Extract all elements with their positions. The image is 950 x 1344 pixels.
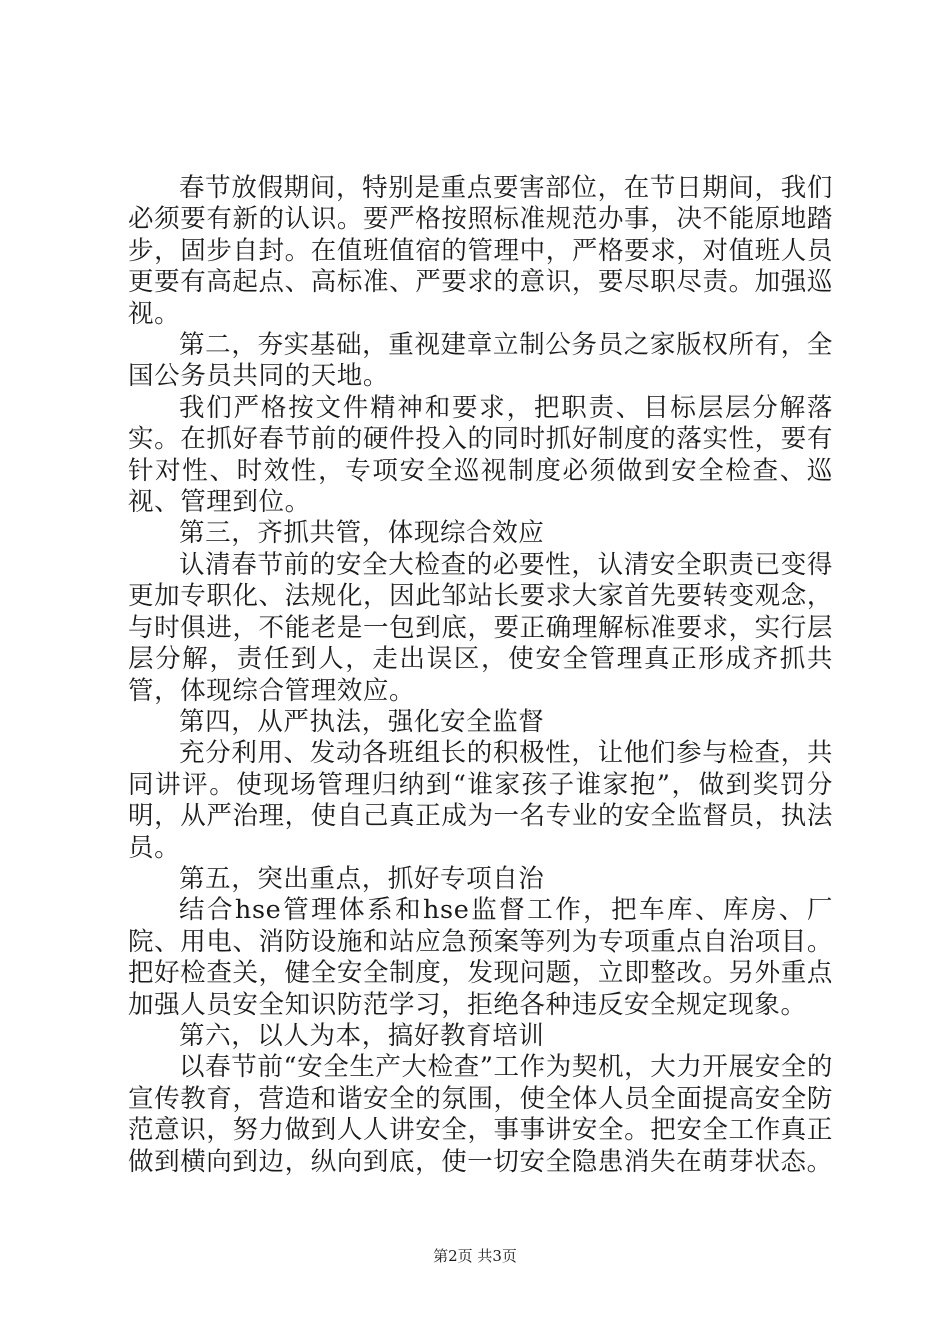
paragraph: 春节放假期间，特别是重点要害部位，在节日期间，我们必须要有新的认识。要严格按照标准规范办事，决不能原地踏步，固步自封。在值班值宿的管理中，严格要求，对值班人员更要有高起点、高标准、严要求的意识，要尽职尽责。加强巡视。 [128,173,833,329]
section-heading: 第五，突出重点，抓好专项自治 [179,863,545,894]
section-heading: 第六，以人为本，搞好教育培训 [179,1020,545,1051]
page-number-footer: 第2页 共3页 [433,1247,517,1265]
section-heading: 第四，从严执法，强化安全监督 [179,706,545,737]
paragraph: 认清春节前的安全大检查的必要性，认清安全职责已变得更加专职化、法规化，因此邹站长要求大家首先要转变观念，与时俱进，不能老是一包到底，要正确理解标准要求，实行层层分解，责任到人，走出误区，使安全管理真正形成齐抓共管，体现综合管理效应。 [128,549,833,706]
paragraph: 充分利用、发动各班组长的积极性，让他们参与检查，共同讲评。使现场管理归纳到“谁家孩子谁家抱”，做到奖罚分明，从严治理，使自己真正成为一名专业的安全监督员，执法员。 [128,738,833,863]
document-body [128,173,833,1178]
section-heading: 第三，齐抓共管，体现综合效应 [179,518,545,549]
section-heading: 第二，夯实基础，重视建章立制公务员之家版权所有，全国公务员共同的天地。 [128,330,833,392]
paragraph: 我们严格按文件精神和要求，把职责、目标层层分解落实。在抓好春节前的硬件投入的同时抓好制度的落实性，要有针对性、时效性，专项安全巡视制度必须做到安全检查、巡视、管理到位。 [128,392,833,518]
paragraph: 以春节前“安全生产大检查”工作为契机，大力开展安全的宣传教育，营造和谐安全的氛围，使全体人员全面提高安全防范意识，努力做到人人讲安全，事事讲安全。把安全工作真正做到横向到边，纵向到底，使一切安全隐患消失在萌芽状态。 [128,1052,833,1177]
paragraph: 结合hse管理体系和hse监督工作，把车库、库房、厂院、用电、消防设施和站应急预案等列为专项重点自治项目。把好检查关，健全安全制度，发现问题，立即整改。另外重点加强人员安全知识防范学习，拒绝各种违反安全规定现象。 [128,895,833,1020]
